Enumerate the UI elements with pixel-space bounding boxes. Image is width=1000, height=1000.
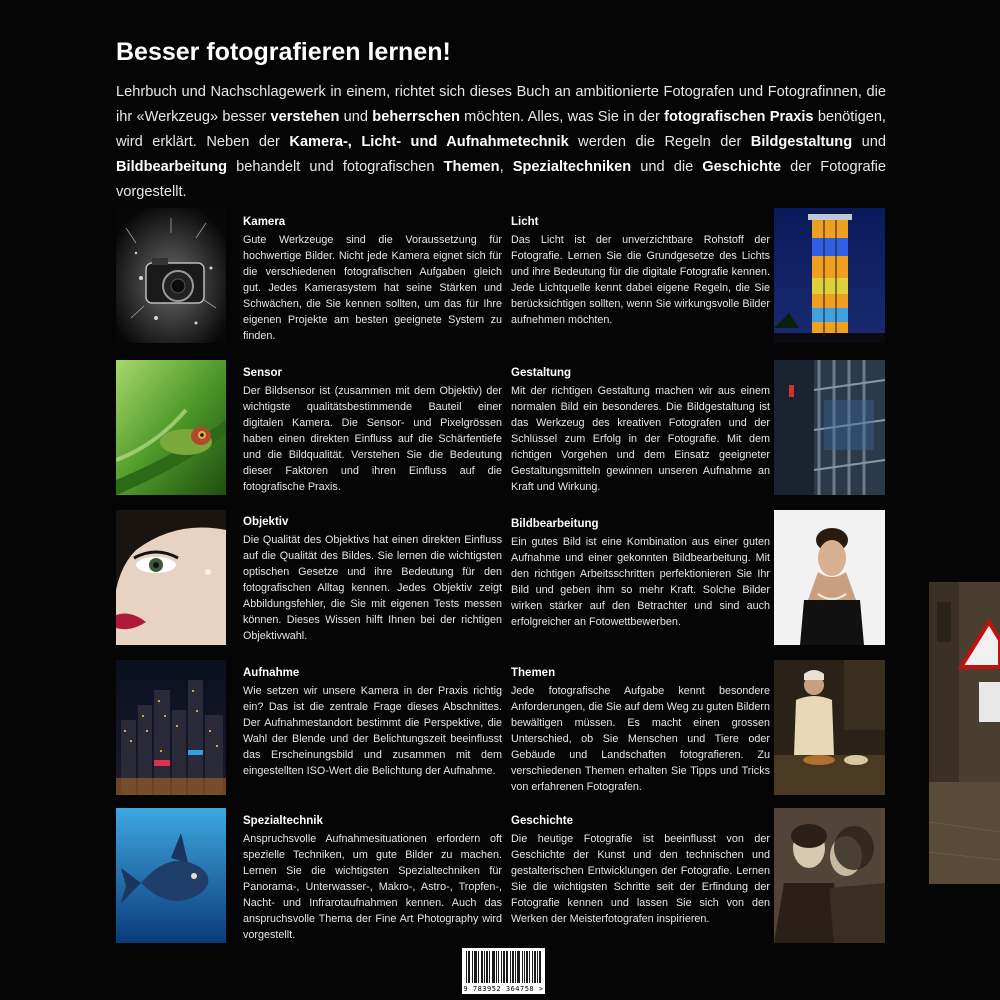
section-heading: Licht xyxy=(511,216,539,228)
staircase-photo xyxy=(774,360,885,495)
street-sign-photo xyxy=(929,582,1000,884)
intro-paragraph xyxy=(116,80,886,205)
city-night-photo xyxy=(116,660,226,795)
intro-bold-text: fotografischen Praxis xyxy=(664,109,814,125)
section-heading: Aufnahme xyxy=(243,667,300,679)
intro-bold-text: Themen xyxy=(443,159,500,175)
intro-bold-text: Kamera-, Licht- und Aufnahmetechnik xyxy=(289,134,569,150)
intro-bold-text: verstehen xyxy=(270,109,340,125)
camera-photo xyxy=(116,208,226,343)
section-heading: Spezialtechnik xyxy=(243,815,323,827)
section-spezialtechnik xyxy=(243,815,502,943)
intro-text: der Fotografie vorgestellt. xyxy=(116,159,886,200)
portrait-eye-photo xyxy=(116,510,226,645)
intro-text: möchten. Alles, was Sie in der xyxy=(459,109,665,125)
historic-photo xyxy=(774,808,885,943)
section-bildbearbeitung xyxy=(511,518,770,630)
section-text: Jede fotografische Aufgabe kennt besondere Anforderungen, die Sie auf dem Weg zu guten Bildern bewältigen müssen. Es macht einen grossen Unterschied, ob Sie Menschen und Tiere oder Gebäude und Landschaften fotografieren. Zu verschiedenen Themen erhalten Sie Tipps und Tricks von erfahrenen Fotografen. xyxy=(511,685,770,793)
section-heading: Gestaltung xyxy=(511,367,572,379)
intro-text: und die xyxy=(631,159,703,175)
section-text: Gute Werkzeuge sind die Voraussetzung für hochwertige Bilder. Nicht jede Kamera eignet sich für die verschiedenen fotografischen Aufgaben gleich gut. Jedes Kamerasystem hat seine Stärken und Schwächen, die Sie kennen sollten, um das für Ihre eigenen Projekte am besten geeignete System zu finden. xyxy=(243,234,502,342)
section-aufnahme xyxy=(243,667,502,779)
section-gestaltung xyxy=(511,367,770,495)
barcode-digits: 9 783952 364758 > xyxy=(463,985,544,993)
intro-bold-text: beherrschen xyxy=(372,109,460,125)
section-text: Das Licht ist der unverzichtbare Rohstoff der Fotografie. Lernen Sie die Grundgesetze des Lichts und ihre Bedeutung für die digitale Fotografie kennen. Jede Lichtquelle kennt dabei eigene Regeln, die Sie berücksichtigen sollten, wenn Sie wirkungsvolle Bilder aufnehmen möchten. xyxy=(511,234,770,326)
isbn-barcode xyxy=(462,948,545,994)
section-text: Die Qualität des Objektivs hat einen direkten Einfluss auf die Qualität des Bildes. Sie lernen die wichtigsten optischen Gesetze und ihre Bedeutung für den fotografischen Alltag kennen. Jedes Objektiv zeigt Abbildungsfehler, die Sie mit eigenen Tests messen können. Dieses Wissen hilft Ihnen bei der richtigen Objektivwahl. xyxy=(243,534,502,642)
section-heading: Geschichte xyxy=(511,815,573,827)
intro-bold-text: Geschichte xyxy=(702,159,781,175)
chameleon-photo xyxy=(116,360,226,495)
intro-text: , xyxy=(499,159,513,175)
intro-text: und xyxy=(339,109,373,125)
section-heading: Bildbearbeitung xyxy=(511,518,599,530)
section-heading: Sensor xyxy=(243,367,282,379)
fish-underwater-photo xyxy=(116,808,226,943)
woman-portrait-photo xyxy=(774,510,885,645)
intro-bold-text: Bildbearbeitung xyxy=(116,159,228,175)
section-text: Mit der richtigen Gestaltung machen wir aus einem normalen Bild ein besonderes. Die Bildgestaltung ist das Werkzeug des kreativen Fotografen und der Schlüssel zum Erfolg in der Fotografie. Mit dem richtigen Vorgehen und dem Einsatz geeigneter Gestaltungsmitteln gewinnen unseren Aufnahme an Kraft und Wirkung. xyxy=(511,385,770,493)
baker-photo xyxy=(774,660,885,795)
section-geschichte xyxy=(511,815,770,927)
section-text: Ein gutes Bild ist eine Kombination aus einer guten Aufnahme und einer gekonnten Bildbearbeitung. Mit den richtigen Arbeitsschritten perfektionieren Sie Ihr Bild und geben ihm so mehr Kraft. Solche Bilder wirken stärker auf den Betrachter und sind auch erfolgreicher an Fotowettbewerben. xyxy=(511,536,770,628)
section-licht xyxy=(511,216,770,328)
section-text: Anspruchsvolle Aufnahmesituationen erfordern oft spezielle Techniken, um gute Bilder zu machen. Lernen Sie die wichtigsten Spezialtechniken für Panorama-, Unterwasser-, Makro-, Astro-, Tropfen-, Nacht- und Infrarotaufnahmen kennen. Auch das anspruchsvolle Thema der Fine Art Photography wird vorgestellt. xyxy=(243,833,502,941)
section-objektiv xyxy=(243,516,502,644)
intro-text: benötigen, wird erklärt. Neben der xyxy=(116,109,886,150)
section-sensor xyxy=(243,367,502,495)
lit-tower-photo xyxy=(774,208,885,343)
section-text: Die heutige Fotografie ist beeinflusst von der Geschichte der Kunst und den technischen und gestalterischen Entwicklungen der Fotografie. Lernen Sie die wichtigsten Schritte seit der Erfindung der Fotografie kennen und lassen Sie sich von den Werken der Meisterfotografen inspirieren. xyxy=(511,833,770,925)
section-themen xyxy=(511,667,770,795)
intro-bold-text: Bildgestaltung xyxy=(750,134,853,150)
section-text: Wie setzen wir unsere Kamera in der Praxis richtig ein? Das ist die zentrale Frage dieses Abschnittes. Der Aufnahmestandort bestimmt die Perspektive, die Wahl der Blende und der Belichtungszeit beeinflusst das Erscheinungsbild und zusammen mit dem eingestellten ISO-Wert die Belichtung der Aufnahme. xyxy=(243,685,502,777)
barcode-bars xyxy=(466,951,541,983)
intro-text: behandelt und fotografischen xyxy=(227,159,444,175)
intro-bold-text: Spezialtechniken xyxy=(512,159,632,175)
intro-text: Lehrbuch und Nachschlagewerk in einem, richtet sich dieses Buch an ambitionierte Fotografen und Fotografinnen, die ihr «Werkzeug» besser xyxy=(116,84,886,125)
intro-text: werden die Regeln der xyxy=(568,134,751,150)
section-heading: Themen xyxy=(511,667,556,679)
section-kamera xyxy=(243,216,502,344)
section-heading: Kamera xyxy=(243,216,286,228)
section-text: Der Bildsensor ist (zusammen mit dem Objektiv) der wichtigste qualitätsbestimmende Bauteil einer digitalen Kamera. Die Sensor- und Pixelgrössen haben einen direkten Einfluss auf die Schärfentiefe und die Bildqualität. Verstehen Sie die Bedeutung dieser Faktoren und ihren Einfluss auf die fotografische Praxis. xyxy=(243,385,502,493)
section-heading: Objektiv xyxy=(243,516,289,528)
page-title: Besser fotografieren lernen! xyxy=(116,38,451,66)
intro-text: und xyxy=(852,134,886,150)
